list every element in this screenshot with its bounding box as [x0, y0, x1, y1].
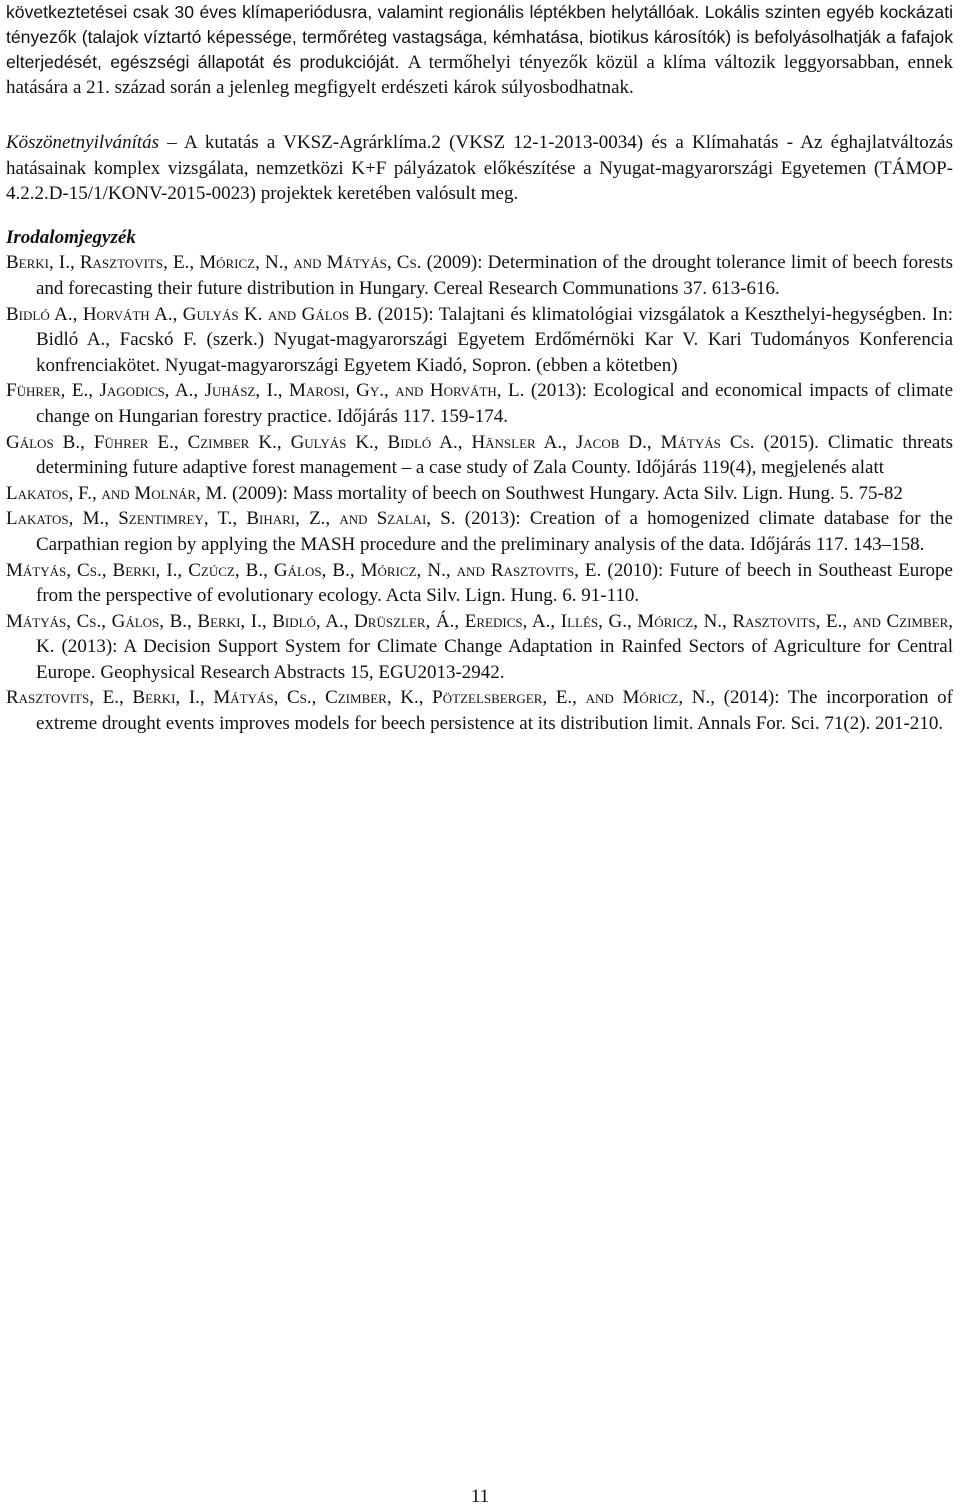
reference-authors: Berki, I., Rasztovits, E., Móricz, N., and Mátyás, Cs.: [6, 252, 422, 274]
reference-item: [6, 378, 953, 429]
reference-authors: Lakatos, M., Szentimrey, T., Bihari, Z., and Szalai, S.: [6, 508, 456, 530]
reference-authors: Bidló A., Horváth A., Gulyás K. and Gálos B.: [6, 303, 373, 325]
acknowledgement-text: – A kutatás a VKSZ-Agrárklíma.2 (VKSZ 12-1-2013-0034) és a Klímahatás - Az éghajlatváltozás hatásainak komplex vizsgálata, nemzetközi K+F pályázatok előkészítése a Nyugat-magyarországi Egyetemen (TÁMOP-4.2.2.D-15/1/KONV-2015-0023) projektek keretében valósult meg.: [6, 132, 953, 205]
intro-serif-text: A termőhelyi tényezők közül a klíma változik leggyorsabban, ennek hatására a 21. század során a jelenleg megfigyelt erdészeti károk súlyosbodhatnak.: [6, 52, 954, 98]
reference-item: [6, 430, 953, 481]
reference-text: (2013): Ecological and economical impacts of climate change on Hungarian forestry practice. Időjárás 117. 159-174.: [36, 380, 954, 427]
reference-item: [6, 609, 953, 686]
intro-paragraph-sans: [6, 0, 953, 100]
reference-authors: Lakatos, F., and Molnár, M.: [6, 482, 228, 504]
reference-authors: Führer, E., Jagodics, A., Juhász, I., Marosi, Gy., and Horváth, L.: [6, 380, 525, 402]
reference-text: (2013): Creation of a homogenized climate database for the Carpathian region by applying the MASH procedure and the preliminary analysis of the data. Időjárás 117. 143–158.: [36, 508, 953, 555]
reference-text: , (2014): The incorporation of extreme drought events improves models for beech persistence at its distribution limit. Annals For. Sci. 71(2). 201-210.: [36, 687, 953, 735]
references-heading: Irodalomjegyzék: [6, 226, 136, 248]
page-number: 11: [470, 1486, 490, 1507]
reference-text: (2009): Mass mortality of beech on Southwest Hungary. Acta Silv. Lign. Hung. 5. 75-82: [227, 482, 903, 504]
reference-item: [6, 302, 953, 379]
intro-sans-text: következtetései csak 30 éves klímaperiódusra, valamint regionális léptékben helytállóak. Lokális szinten egyéb kockázati tényezők (talajok víztartó képessége, termőréteg vastagsága, kémhatása, biotikus károsítók) is befolyásolhatják a fafajok elterjedését, egészségi állapotát és produkcióját.: [6, 2, 953, 72]
reference-text: (2015). Climatic threats determining future adaptive forest management – a case study of Zala County. Időjárás 119(4), megjelenés alatt: [36, 431, 953, 479]
reference-text: (2013): A Decision Support System for Climate Change Adaptation in Rainfed Sectors of Agriculture for Central Europe. Geophysical Research Abstracts 15, EGU2013-2942.: [36, 636, 953, 683]
acknowledgement-label: Köszönetnyilvánítás: [6, 132, 160, 153]
document-page: [6, 0, 953, 737]
reference-list: [6, 250, 953, 736]
reference-item: [6, 558, 953, 609]
reference-authors: Gálos B., Führer E., Czimber K., Gulyás K., Bidló A., Hänsler A., Jacob D., Mátyás Cs.: [6, 431, 755, 453]
reference-text: (2015): Talajtani és klimatológiai vizsgálatok a Keszthelyi-hegységben. In: Bidló A., Facskó F. (szerk.) Nyugat-magyarországi Egyetem Erdőmérnöki Kar V. Kari Tudományos Konferencia konfrenciakötet. Nyugat-magyarországi Egyetem Kiadó, Sopron. (ebben a kötetben): [36, 303, 953, 376]
reference-item: [6, 685, 953, 736]
reference-item: [6, 250, 953, 301]
reference-item: [6, 506, 953, 557]
reference-authors: Mátyás, Cs., Berki, I., Czúcz, B., Gálos, B., Móricz, N., and Rasztovits, E.: [6, 559, 602, 581]
reference-authors: Rasztovits, E., Berki, I., Mátyás, Cs., Czimber, K., Pötzelsberger, E., and Móricz, N.: [6, 687, 711, 709]
reference-text: (2010): Future of beech in Southeast Europe from the perspective of evolutionary ecology. Acta Silv. Lign. Hung. 6. 91-110.: [36, 559, 953, 607]
reference-text: (2009): Determination of the drought tolerance limit of beech forests and forecasting their future distribution in Hungary. Cereal Research Communations 37. 613-616.: [36, 252, 953, 299]
reference-item: [6, 481, 953, 507]
acknowledgement-paragraph: [6, 130, 953, 207]
reference-authors: Mátyás, Cs., Gálos, B., Berki, I., Bidló, A., Drüszler, Á., Eredics, A., Illés, G., Móricz, N., Rasztovits, E., and Czimber, K.: [6, 610, 953, 658]
